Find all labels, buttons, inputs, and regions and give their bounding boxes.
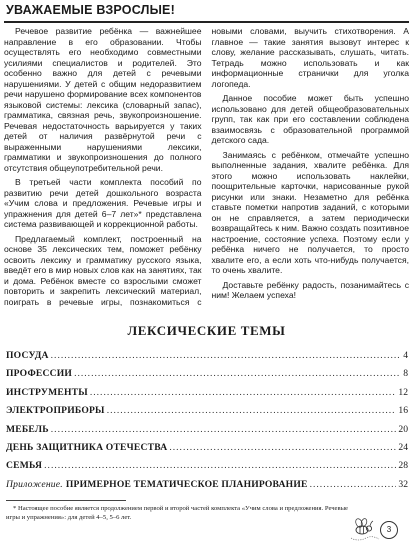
toc-entry-title: ИНСТРУМЕНТЫ [6,386,88,398]
toc-entry-title-text: ПРИМЕРНОЕ ТЕМАТИЧЕСКОЕ ПЛАНИРОВАНИЕ [65,478,308,490]
footnote: * Настоящее пособие является продолжением первой и второй частей комплекта «Учим слова и предложения. Речевые игры и упражнения»: для детей 4–5, 5–6 лет. [6,505,348,521]
toc-entry-professii[interactable] [6,368,408,386]
toc-entry-page: 8 [403,368,408,380]
toc-entry-appendix[interactable] [6,479,408,497]
toc-leader-dots [107,405,397,416]
toc-leader-dots [51,424,397,435]
toc-entry-title: СЕМЬЯ [6,460,43,472]
toc-leader-dots [74,368,401,379]
toc-entry-posuda[interactable] [6,350,408,368]
topics-title: ЛЕКСИЧЕСКИЕ ТЕМЫ [127,323,286,338]
toc-entry-page: 16 [398,405,408,417]
page-title: УВАЖАЕМЫЕ ВЗРОСЛЫЕ! [6,3,175,17]
toc-leader-dots [51,350,402,361]
toc-entry-page: 24 [398,441,408,453]
intro-paragraph: Предлагаемый комплект, построенный на основе 35 лексических тем, поможет ребёнку освоить лексику и грамматику русского языка, введёт его в мир новых слов как на занятиях, так и дома. Ребёнок вместе со взрослыми сможет повторить и закрепить лексический материал, поиграть в речевые игры, познакомиться с новыми словами, выучить стихотворения. А главное — такие занятия вызовут интерес к слову, желание рассказывать, слушать, читать. Тетрадь можно использовать и как информационные странички для уголка логопеда. [4,26,409,307]
toc-entry-title: ЭЛЕКТРОПРИБОРЫ [6,405,105,417]
toc-entry-title [6,479,308,490]
toc-entry-prefix: Приложение. [6,478,63,490]
toc-entry-den-zashchitnika[interactable] [6,442,408,460]
intro-paragraph: Данное пособие может быть успешно использовано для детей общеобразовательных групп, так как при его составлении соблюдена взаимосвязь с образовательной программой детского сада. [211,93,409,145]
toc-entry-page: 12 [398,386,408,398]
toc-leader-dots [90,387,397,398]
title-divider [4,21,409,23]
toc-entry-title: ПРОФЕССИИ [6,368,73,380]
toc-entry-page: 20 [398,423,408,435]
table-of-contents [6,350,408,497]
intro-paragraph: Занимаясь с ребёнком, отмечайте успешно выполненные задания, хвалите ребёнка. Для этого можно использовать наклейки, поощрительные карточки, нарисованные рукой рисунки или знаки. Незаметно для ребёнка ставьте пометки напротив заданий, с которыми он не справляется, а затем периодически возвращайтесь к ним. Важно создать позитивное настроение, состояние успеха. Поэтому если у ребёнка ничего не получается, то просто хвалите его, а если хоть что-нибудь получается, то очень хвалите. [211,149,409,275]
intro-text [4,26,409,307]
intro-paragraph: Доставьте ребёнку радость, позанимайтесь с ним! Желаем успеха! [211,279,409,300]
toc-entry-semya[interactable] [6,460,408,478]
toc-leader-dots [44,460,396,471]
bee-icon [348,512,382,546]
toc-entry-instrumenty[interactable] [6,387,408,405]
toc-entry-mebel[interactable] [6,424,408,442]
footnote-divider [6,500,126,501]
toc-entry-page: 28 [398,460,408,472]
intro-paragraph: Речевое развитие ребёнка — важнейшее направление в его образовании. Чтобы осуществлять его необходимо совместными усилиями специалистов и родителей. Это особенно важно для детей с речевыми нарушениями. У детей с общим недоразвитием речи нарушено формирование всех компонентов языковой системы: лексика (словарный запас), грамматика, связная речь, звукопроизношение. Речевая недостаточность варьируется у таких детей от наличия развёрнутой речи с выраженными нарушениями лексики, грамматики и звукопроизношения до полного отсутствия общеупотребительной речи. [4,26,202,173]
toc-entry-elektropribory[interactable] [6,405,408,423]
toc-entry-title: ДЕНЬ ЗАЩИТНИКА ОТЕЧЕСТВА [6,441,168,453]
toc-leader-dots [310,479,397,490]
toc-entry-title: ПОСУДА [6,350,49,361]
intro-paragraph: В третьей части комплекта пособий по развитию речи детей дошкольного возраста «Учим слова и предложения. Речевые игры и упражнения для детей 6–7 лет»* представлена система развивающей и коррекционной работы. [4,177,202,229]
toc-entry-page: 4 [403,350,408,361]
toc-entry-page: 32 [398,478,408,490]
toc-entry-title: МЕБЕЛЬ [6,423,49,435]
page-number-badge [348,512,408,546]
toc-leader-dots [169,442,396,453]
page-number: 3 [380,521,398,539]
